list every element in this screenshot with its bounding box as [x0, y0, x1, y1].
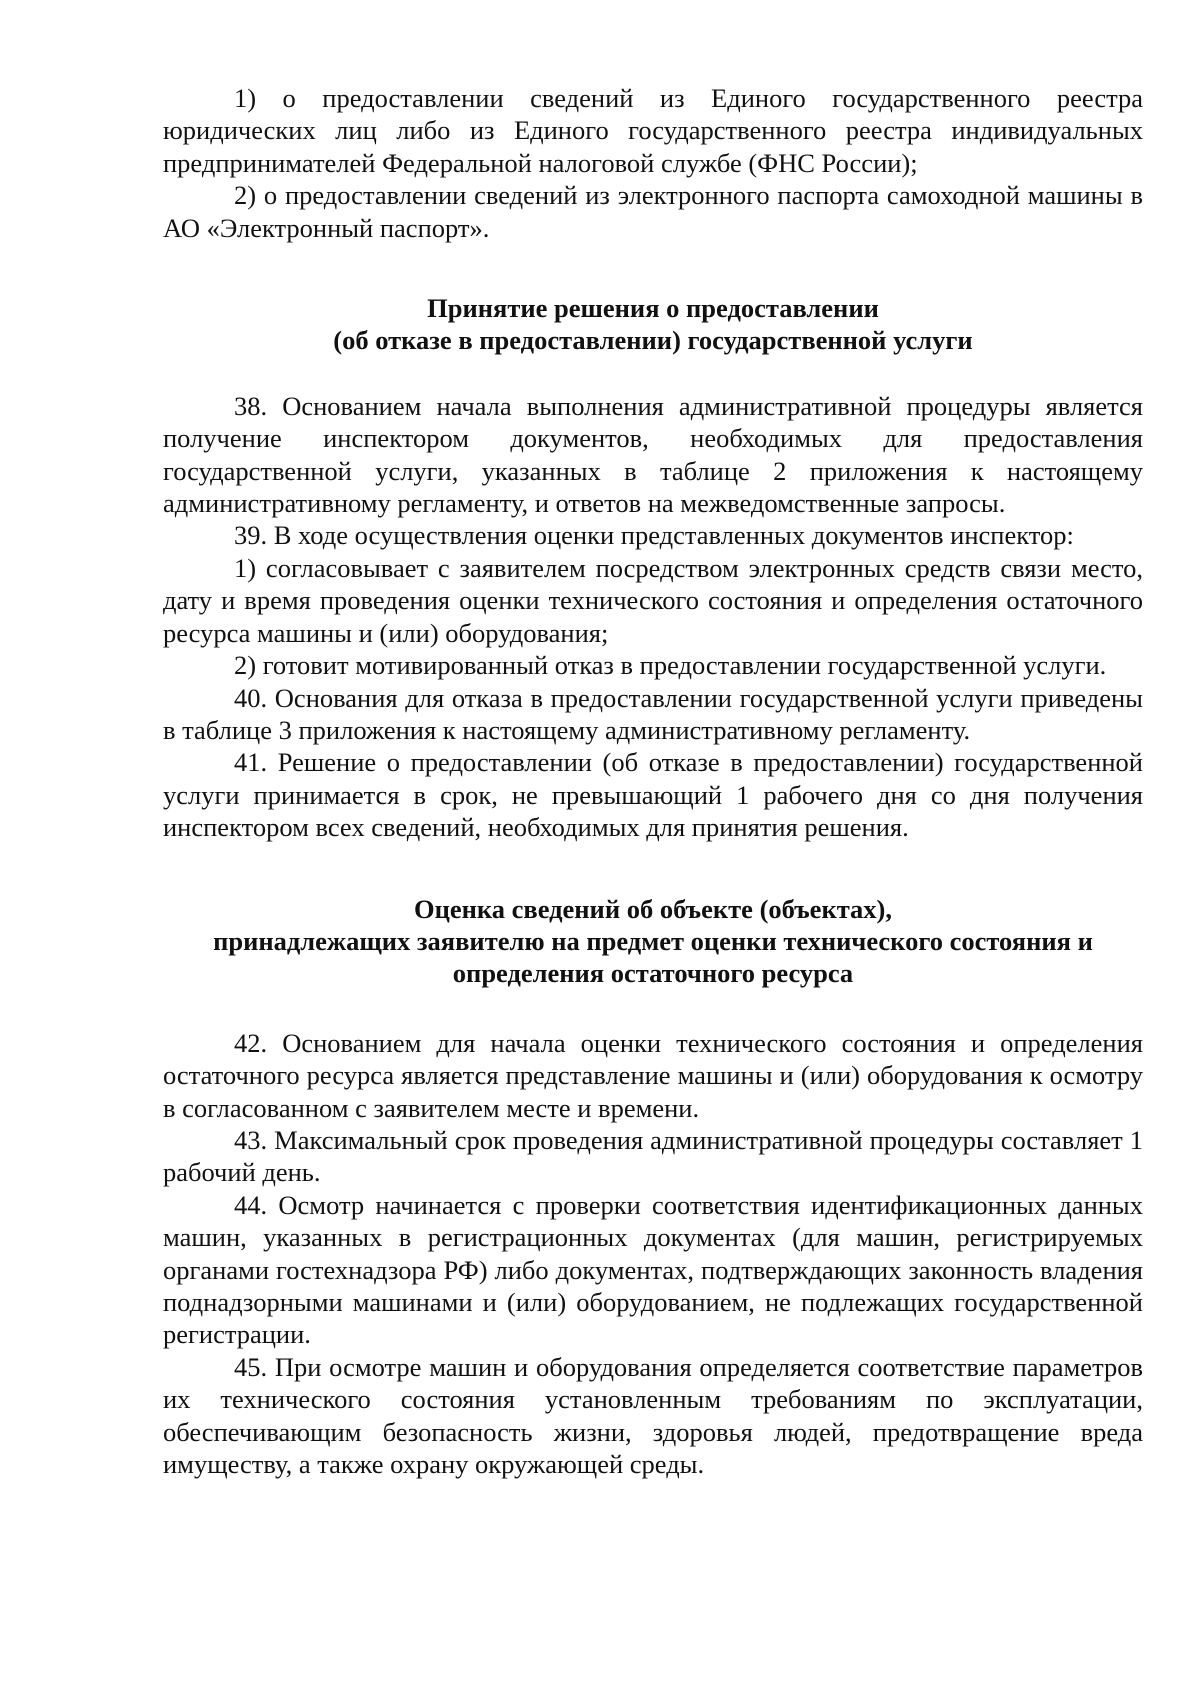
paragraph-39-item-1: 1) согласовывает с заявителем посредством электронных средств связи место, дату и время проведения оценки технического состояния и определения остаточного ресурса машины и (или) оборудования;: [163, 552, 1143, 648]
document-page: [163, 82, 1143, 1480]
paragraph-39: 39. В ходе осуществления оценки представленных документов инспектор:: [234, 520, 1074, 551]
intro-item-1: 1) о предоставлении сведений из Единого государственного реестра юридических лиц либо из Единого государственного реестра индивидуальных предпринимателей Федеральной налоговой службе (ФНС России);: [163, 83, 1143, 178]
spacer: [163, 844, 1143, 893]
spacer: [163, 990, 1143, 1027]
section-heading-line: Принятие решения о предоставлении: [427, 293, 879, 324]
spacer: [163, 357, 1143, 390]
paragraph-44: 44. Осмотр начинается с проверки соответствия идентификационных данных машин, указанных в регистрационных документах (для машин, регистрируемых органами гостехнадзора РФ) либо документах, подтверждающих законность владения поднадзорными машинами и (или) оборудованием, не подлежащих государственной регистрации.: [163, 1189, 1143, 1350]
paragraph-38: 38. Основанием начала выполнения административной процедуры является получение инспектором документов, необходимых для предоставления государственной услуги, указанных в таблице 2 приложения к настоящему административному регламенту, и ответов на межведомственные запросы.: [163, 390, 1143, 519]
section-heading-line: Оценка сведений об объекте (объектах),: [413, 893, 893, 924]
section-heading-decision: [163, 292, 1143, 357]
section-heading-line: определения остаточного ресурса: [452, 958, 854, 989]
paragraph-39-item-2: 2) готовит мотивированный отказ в предоставлении государственной услуги.: [234, 650, 1107, 681]
paragraph-42: 42. Основанием для начала оценки технического состояния и определения остаточного ресурса является представление машины и (или) оборудования к осмотру в согласованном с заявителем месте и времени.: [163, 1027, 1143, 1123]
paragraph-41: 41. Решение о предоставлении (об отказе в предоставлении) государственной услуги принимается в срок, не превышающий 1 рабочего дня со дня получения инспектором всех сведений, необходимых для принятия решения.: [163, 747, 1143, 843]
intro-item-2: 2) о предоставлении сведений из электронного паспорта самоходной машины в АО «Электронный паспорт».: [163, 180, 1143, 243]
section-heading-assessment: [163, 893, 1143, 990]
section-heading-line: принадлежащих заявителю на предмет оценки технического состояния и: [213, 925, 1093, 956]
section-heading-line: (об отказе в предоставлении) государственной услуги: [333, 325, 973, 356]
paragraph-45: 45. При осмотре машин и оборудования определяется соответствие параметров их технического состояния установленным требованиям по эксплуатации, обеспечивающим безопасность жизни, здоровья людей, предотвращение вреда имуществу, а также охрану окружающей среды.: [163, 1351, 1143, 1480]
paragraph-43: 43. Максимальный срок проведения административной процедуры составляет 1 рабочий день.: [163, 1124, 1143, 1188]
spacer: [163, 244, 1143, 292]
paragraph-40: 40. Основания для отказа в предоставлении государственной услуги приведены в таблице 3 приложения к настоящему административному регламенту.: [163, 682, 1143, 745]
